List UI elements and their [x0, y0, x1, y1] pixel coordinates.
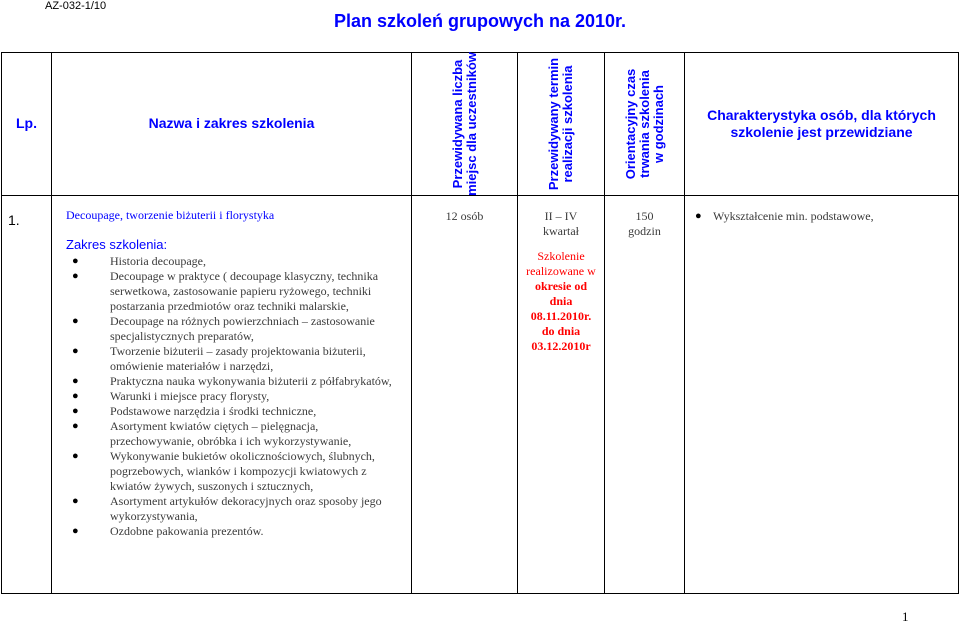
page-number: 1	[902, 609, 909, 624]
duration-value: 150 godzin	[628, 209, 661, 238]
bullet-icon: ●	[72, 375, 79, 387]
bullet-icon: ●	[72, 315, 79, 327]
header-seats-line2: miejsc dla uczestników	[463, 52, 479, 196]
header-duration-line3: w godzinach	[650, 85, 666, 163]
header-lp: Lp.	[2, 53, 52, 196]
bullet-icon: ●	[72, 405, 79, 417]
cell-term	[518, 196, 605, 594]
header-term-line2: realizacji szkolenia	[560, 65, 575, 183]
list-item: ● Ozdobne pakowania prezentów.	[72, 524, 264, 538]
scope-label: Zakres szkolenia:	[66, 237, 168, 252]
row-number: 1.	[8, 212, 20, 228]
header-term-line1: Przewidywany termin	[546, 57, 561, 191]
term-quarter: II – IV kwartał	[543, 209, 579, 238]
table-row	[2, 196, 959, 594]
audience-criterion: ● Wykształcenie min. podstawowe,	[695, 209, 874, 223]
bullet-icon: ●	[72, 390, 79, 402]
document-code: AZ-032-1/10	[45, 0, 107, 12]
bullet-icon: ●	[72, 420, 79, 432]
list-item: ● Podstawowe narzędzia i środki techniczne,	[72, 404, 317, 418]
bullet-icon: ●	[72, 525, 79, 537]
list-item: ● Decoupage na różnych powierzchniach – zastosowanie specjalistycznych preparatów,	[72, 314, 375, 343]
list-item: ● Historia decoupage,	[72, 254, 206, 268]
list-item: ● Asortyment kwiatów ciętych – pielęgnacja, przechowywanie, obróbka i ich wykorzystywanie,	[72, 419, 352, 448]
cell-audience	[685, 196, 959, 594]
list-item: ● Decoupage w praktyce ( decoupage klasyczny, technika serwetkowa, zastosowanie papieru ryżowego, techniki postarzania przedmiotów oraz techniki malarskie,	[72, 269, 379, 313]
header-duration-line2: trwania szkolenia	[636, 70, 652, 178]
list-item: ● Praktyczna nauka wykonywania biżuterii z półfabrykatów,	[72, 374, 392, 388]
document-title: Plan szkoleń grupowych na 2010r.	[333, 11, 627, 31]
cell-lp	[2, 196, 52, 594]
header-audience: Charakterystyka osób, dla których szkolenie jest przewidziane	[685, 53, 959, 196]
term-schedule-note: Szkolenie realizowane w okresie od dnia 08.11.2010r. do dnia 03.12.2010r	[526, 249, 596, 353]
header-duration-line1: Orientacyjny czas	[622, 68, 638, 180]
header-row	[2, 53, 959, 196]
header-name: Nazwa i zakres szkolenia	[52, 53, 412, 196]
bullet-icon: ●	[72, 255, 79, 267]
header-duration	[605, 53, 685, 196]
bullet-icon: ●	[72, 450, 79, 462]
bullet-icon: ●	[72, 495, 79, 507]
bullet-icon: ●	[72, 270, 79, 282]
header-seats-line1: Przewidywana liczba	[449, 59, 465, 189]
bullet-icon: ●	[72, 345, 79, 357]
list-item: ● Warunki i miejsce pracy florysty,	[72, 389, 270, 403]
training-plan-table	[1, 52, 959, 594]
topic-list	[52, 254, 411, 539]
seats-value: 12 osób	[445, 209, 484, 223]
list-item: ● Wykonywanie bukietów okolicznościowych, ślubnych, pogrzebowych, wianków i kompozycji kwiatowych z kwiatów żywych, suszonych i sztucznych,	[72, 449, 375, 493]
cell-course	[52, 196, 412, 594]
cell-duration	[605, 196, 685, 594]
cell-seats	[412, 196, 518, 594]
header-seats	[412, 53, 518, 196]
course-title: Decoupage, tworzenie biżuterii i florystyka	[66, 208, 275, 222]
list-item: ● Asortyment artykułów dekoracyjnych oraz sposoby jego wykorzystywania,	[72, 494, 382, 523]
header-term	[518, 53, 605, 196]
bullet-icon: ●	[695, 210, 702, 222]
list-item: ● Tworzenie biżuterii – zasady projektowania biżuterii, omówienie materiałów i narzędzi,	[72, 344, 366, 373]
